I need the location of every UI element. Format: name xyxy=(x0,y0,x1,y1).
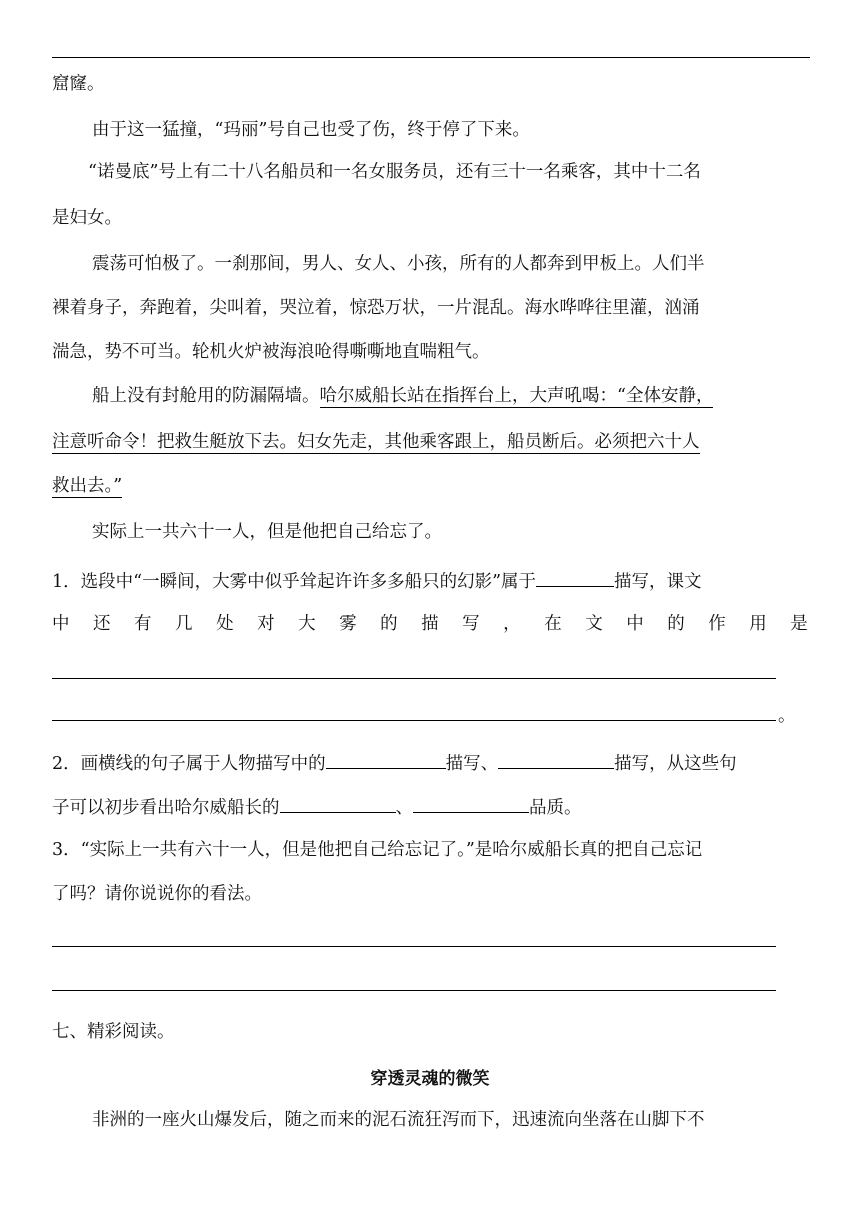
answer-line[interactable] xyxy=(52,946,776,947)
passage-line: 由于这一猛撞，“玛丽”号自己也受了伤，终于停了下来。 xyxy=(92,120,530,140)
passage-line xyxy=(52,474,122,498)
question-3-line2: 了吗？请你说说你的看法。 xyxy=(52,884,262,904)
passage-line xyxy=(52,430,700,454)
underlined-sentence: 注意听命令！把救生艇放下去。妇女先走，其他乘客跟上，船员断后。必须把六十人 xyxy=(52,432,700,452)
section-heading: 七、精彩阅读。 xyxy=(52,1022,175,1042)
answer-blank[interactable] xyxy=(536,566,614,587)
question-text: 子可以初步看出哈尔威船长的 xyxy=(52,798,280,818)
article-paragraph: 非洲的一座火山爆发后，随之而来的泥石流狂泻而下，迅速流向坐落在山脚下不 xyxy=(92,1110,705,1130)
question-char: 处 xyxy=(216,614,234,634)
passage-line: 湍急，势不可当。轮机火炉被海浪呛得嘶嘶地直喘粗气。 xyxy=(52,342,490,362)
question-2 xyxy=(52,748,737,776)
question-text: 1．选段中“一瞬间，大雾中似乎耸起许许多多船只的幻影”属于 xyxy=(52,572,537,592)
question-char: 有 xyxy=(134,614,152,634)
passage-line: 裸着身子，奔跑着，尖叫着，哭泣着，惊恐万状，一片混乱。海水哗哗往里灌，汹涌 xyxy=(52,298,700,318)
question-1-spread-line xyxy=(52,612,808,636)
question-char: 写 xyxy=(462,614,480,634)
passage-line: 是妇女。 xyxy=(52,208,122,228)
header-rule xyxy=(52,57,810,58)
question-char: ， xyxy=(503,614,521,634)
question-char: 雾 xyxy=(339,614,357,634)
question-char: 文 xyxy=(585,614,603,634)
passage-text: 船上没有封舱用的防漏隔墙。 xyxy=(92,386,320,406)
question-char: 的 xyxy=(667,614,685,634)
question-text: 描写、 xyxy=(445,754,499,774)
question-1 xyxy=(52,566,702,594)
question-2-line2 xyxy=(52,792,582,820)
question-text: 品质。 xyxy=(529,798,582,818)
answer-blank[interactable] xyxy=(280,792,396,813)
underlined-sentence: 救出去。” xyxy=(52,476,123,496)
question-char: 描 xyxy=(421,614,439,634)
question-char: 作 xyxy=(708,614,726,634)
question-3: 3．“实际上一共有六十一人，但是他把自己给忘记了。”是哈尔威船长真的把自己忘记 xyxy=(52,840,703,860)
passage-line xyxy=(92,384,713,408)
answer-blank[interactable] xyxy=(498,748,614,769)
question-char: 的 xyxy=(380,614,398,634)
article-title: 穿透灵魂的微笑 xyxy=(370,1069,490,1089)
question-char: 中 xyxy=(52,614,70,634)
answer-line[interactable] xyxy=(52,678,776,679)
question-char: 是 xyxy=(790,614,808,634)
answer-line[interactable] xyxy=(52,990,776,991)
passage-line: 窟窿。 xyxy=(52,74,105,94)
question-char: 用 xyxy=(749,614,767,634)
question-text: 描写，课文 xyxy=(614,572,702,592)
passage-line: 震荡可怕极了。一刹那间，男人、女人、小孩，所有的人都奔到甲板上。人们半 xyxy=(92,254,705,274)
question-char: 几 xyxy=(175,614,193,634)
passage-line: 实际上一共六十一人，但是他把自己给忘了。 xyxy=(92,522,442,542)
question-char: 大 xyxy=(298,614,316,634)
question-char: 中 xyxy=(626,614,644,634)
question-text: 2．画横线的句子属于人物描写中的 xyxy=(52,754,326,774)
answer-blank[interactable] xyxy=(326,748,446,769)
question-char: 在 xyxy=(544,614,562,634)
question-text: 描写，从这些句 xyxy=(614,754,737,774)
question-char: 对 xyxy=(257,614,275,634)
underlined-sentence: 哈尔威船长站在指挥台上，大声吼喝：“全体安静， xyxy=(319,386,714,406)
question-text: 、 xyxy=(395,798,413,818)
question-char: 还 xyxy=(93,614,111,634)
question-text: 。 xyxy=(778,706,796,726)
answer-blank[interactable] xyxy=(413,792,529,813)
passage-line: “诺曼底”号上有二十八名船员和一名女服务员，还有三十一名乘客，其中十二名 xyxy=(88,162,701,182)
answer-line[interactable] xyxy=(52,720,776,721)
